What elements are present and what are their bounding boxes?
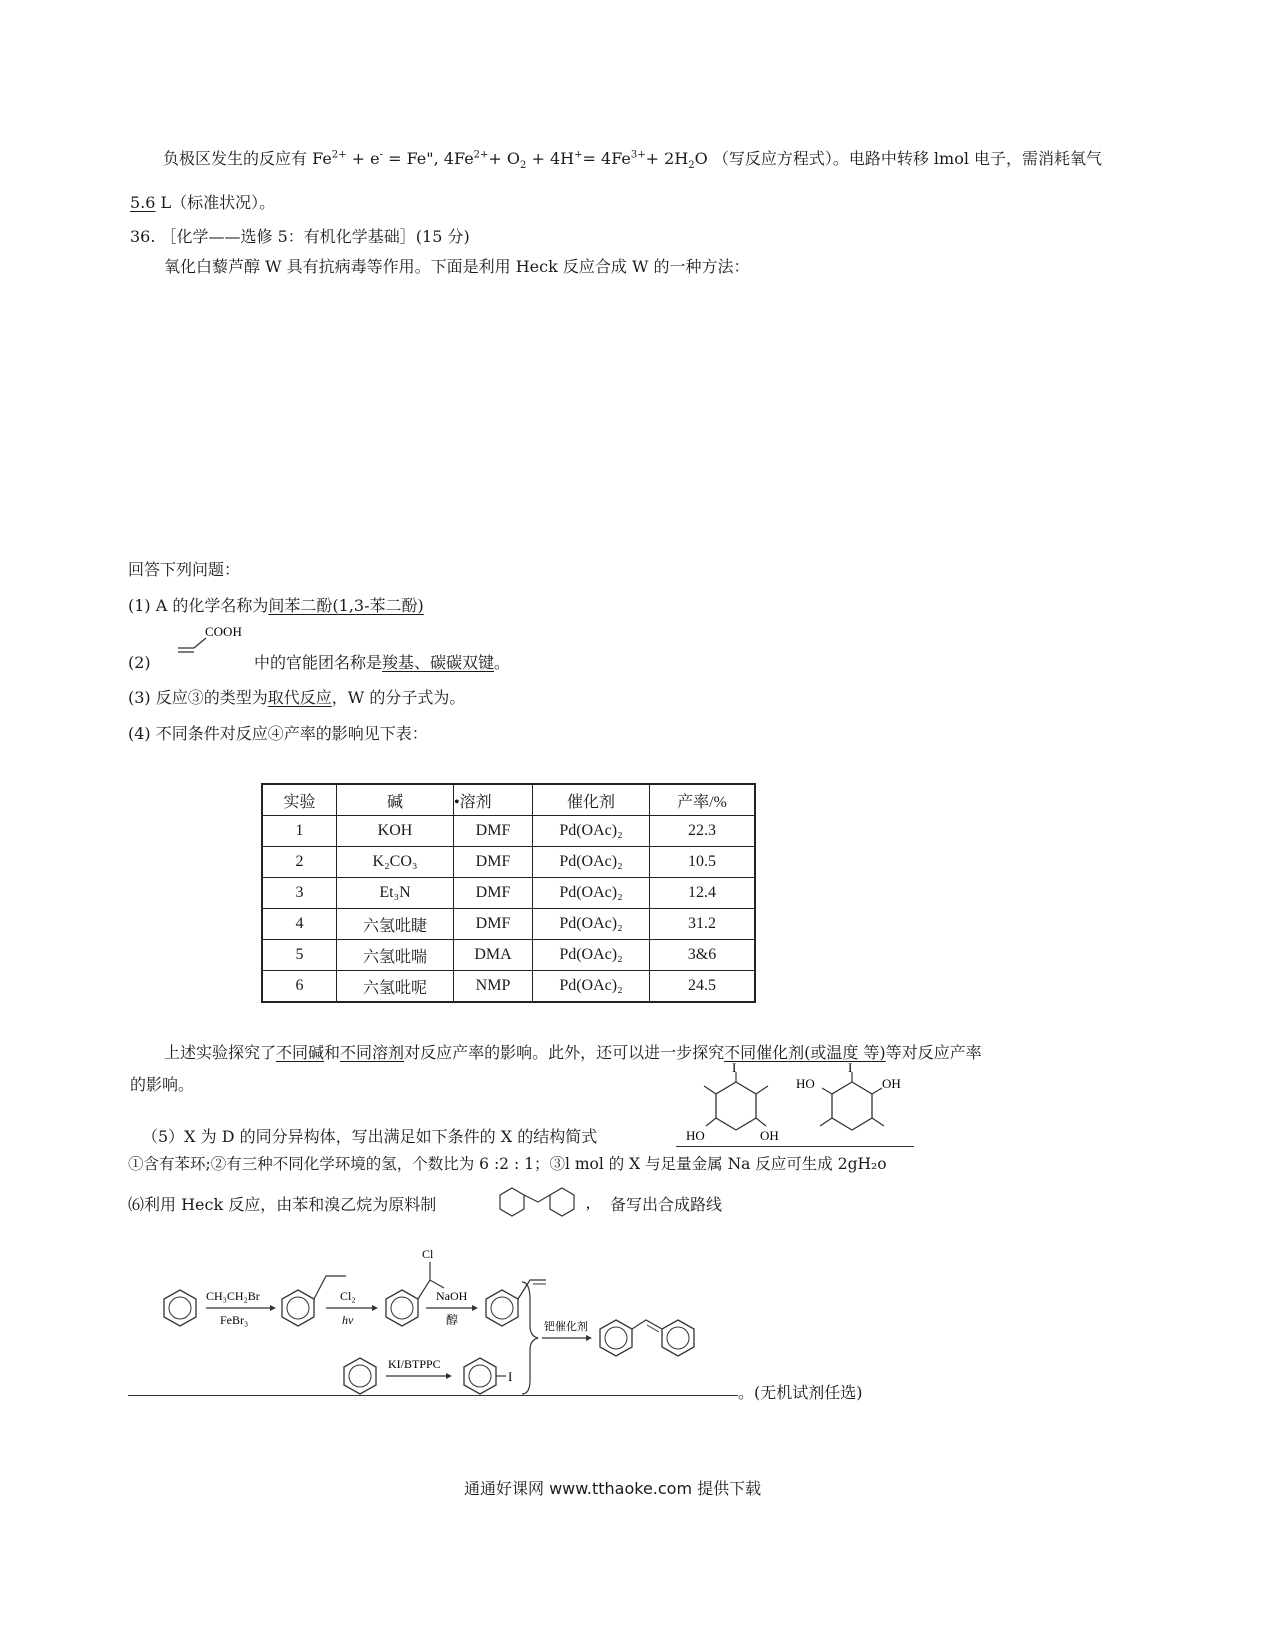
reagent-alcohol: 醇 — [446, 1313, 459, 1327]
table-cell: 12.4 — [650, 878, 756, 909]
table-cell: 六氢吡喘 — [337, 940, 454, 971]
table-header: 实验 — [262, 784, 337, 816]
table-cell: Pd(OAc)₂ — [533, 940, 650, 971]
table-cell: Pd(OAc)₂ — [533, 909, 650, 940]
styrene — [486, 1280, 546, 1326]
table-cell: DMF — [454, 847, 533, 878]
table-cell: Pd(OAc)₂ — [533, 971, 650, 1003]
table-cell: DMF — [454, 909, 533, 940]
table-cell: 六氢吡呢 — [337, 971, 454, 1003]
table-cell: Pd(OAc)₂ — [533, 847, 650, 878]
reagent-ethyl-bromide: CH₃CH₂Br — [206, 1289, 260, 1303]
yield-table — [261, 783, 756, 1003]
table-cell: 4 — [262, 909, 337, 940]
table-header: 碱 — [337, 784, 454, 816]
structure-answers — [676, 1060, 912, 1146]
hydroxy-label: OH — [882, 1076, 901, 1091]
route-end-note: 。(无机试剂任选) — [738, 1383, 863, 1402]
footer-credit: 通通好课网 www.tthaoke.com 提供下载 — [464, 1479, 762, 1498]
text-line-electrode: 负极区发生的反应有 $Fe^{2+} + e^- = Fe$", $4Fe^{2+}+ O_2 + 4H^+= 4Fe^{3+}+ 2H_2O$ （写反应方程式）。电路中转移 lmol 电子，需消耗氧气 — [163, 149, 1103, 172]
hydroxy-label: HO — [796, 1076, 815, 1091]
table-cell: NMP — [454, 971, 533, 1003]
iodine-label: I — [508, 1369, 513, 1384]
reagent-ki: KI/BTPPC — [388, 1357, 441, 1371]
part-5: （5）X 为 D 的同分异构体，写出满足如下条件的 X 的结构简式 — [142, 1127, 598, 1146]
table-header: 催化剂 — [533, 784, 650, 816]
reagent-light: hv — [342, 1313, 354, 1327]
structure-x-2 — [796, 1060, 901, 1130]
hydroxy-label: OH — [760, 1128, 779, 1143]
benzene-second — [344, 1358, 376, 1394]
answer-part-2: 羧基、碳碳双键 — [382, 653, 495, 672]
chloroethylbenzene — [386, 1247, 444, 1326]
benzene-start — [164, 1290, 196, 1326]
table-header-row — [262, 784, 755, 816]
part-2: 中的官能团名称是羧基、碳碳双键。 — [254, 653, 511, 672]
table-cell: DMF — [454, 878, 533, 909]
table-row — [262, 909, 755, 940]
svg-text:,: , — [586, 1195, 590, 1212]
table-cell: 3&6 — [650, 940, 756, 971]
table-cell: Et₃N — [337, 878, 454, 909]
table-cell: 31.2 — [650, 909, 756, 940]
answer-part-3: 取代反应 — [267, 688, 332, 707]
cooh-label: COOH — [205, 624, 242, 639]
table-row — [262, 878, 755, 909]
iodo-label: I — [732, 1060, 737, 1075]
chloro-label: Cl — [422, 1247, 434, 1261]
table-cell: 5 — [262, 940, 337, 971]
ethylbenzene — [282, 1276, 346, 1326]
table-cell: KOH — [337, 816, 454, 847]
part-6: ⑹利用 Heck 反应，由苯和溴乙烷为原料制 — [128, 1195, 437, 1214]
table-cell: K₂CO₃ — [337, 847, 454, 878]
part-3: (3) 反应③的类型为取代反应，W 的分子式为。 — [128, 688, 466, 707]
iodo-label: I — [848, 1060, 853, 1075]
iodobenzene — [464, 1358, 512, 1394]
table-cell: 2 — [262, 847, 337, 878]
answer-part-1: 间苯二酚(1,3-苯二酚) — [268, 596, 424, 615]
table-cell: 1 — [262, 816, 337, 847]
structure-x-1 — [686, 1060, 779, 1143]
table-header: •溶剂 — [454, 784, 533, 816]
answer-line-6 — [128, 1395, 738, 1396]
answer-solvents: 不同溶剂 — [340, 1043, 405, 1062]
reagent-febr3: FeBr₃ — [220, 1313, 249, 1327]
summary-line-1: 上述实验探究了不同碱和不同溶剂对反应产率的影响。此外，还可以进一步探究不同催化剂(或温度 等)等对反应产率 — [164, 1043, 982, 1062]
hydroxy-label: HO — [686, 1128, 705, 1143]
question-36-intro: 氧化白藜芦醇 W 具有抗病毒等作用。下面是利用 Heck 反应合成 W 的一种方法： — [164, 257, 750, 276]
table-cell: 10.5 — [650, 847, 756, 878]
table-row — [262, 816, 755, 847]
table-header: 产率/% — [650, 784, 756, 816]
answer-catalyst: 不同催化剂(或温度 等) — [724, 1043, 886, 1062]
table-cell: 3 — [262, 878, 337, 909]
combine-brace — [522, 1282, 538, 1394]
part-1: (1) A 的化学名称为间苯二酚(1,3-苯二酚) — [128, 596, 424, 615]
synthesis-route — [150, 1240, 890, 1400]
answer-oxygen-volume: 5.6 — [130, 193, 156, 212]
part-4: (4) 不同条件对反应④产率的影响见下表： — [128, 724, 428, 743]
stilbene-target-structure — [492, 1178, 596, 1226]
stilbene-product — [600, 1320, 694, 1356]
table-row — [262, 940, 755, 971]
text-line-oxygen-volume: 5.6 L（标准状况）。 — [130, 193, 276, 212]
answer-line-5 — [676, 1146, 914, 1147]
reagent-naoh: NaOH — [436, 1289, 468, 1303]
table-cell: DMF — [454, 816, 533, 847]
reagent-pd-catalyst: 钯催化剂 — [544, 1321, 588, 1333]
acrylic-acid-structure — [174, 622, 254, 658]
table-cell: 24.5 — [650, 971, 756, 1003]
table-cell: Pd(OAc)₂ — [533, 878, 650, 909]
table-row — [262, 847, 755, 878]
table-cell: DMA — [454, 940, 533, 971]
table-cell: Pd(OAc)₂ — [533, 816, 650, 847]
table-row — [262, 971, 755, 1003]
table-cell: 6 — [262, 971, 337, 1003]
table-cell: 22.3 — [650, 816, 756, 847]
reagent-chlorine: Cl₂ — [340, 1289, 356, 1303]
question-36-heading: 36. ［化学——选修 5：有机化学基础］(15 分) — [130, 227, 470, 246]
table-cell: 六氢吡睫 — [337, 909, 454, 940]
answer-bases: 不同碱 — [276, 1043, 325, 1062]
part-6-suffix: 备写出合成路线 — [610, 1195, 723, 1214]
part-2-label: (2) — [128, 653, 151, 672]
summary-line-2: 的影响。 — [130, 1075, 195, 1094]
part-5-conditions: ①含有苯环;②有三种不同化学环境的氢，个数比为 6 :2 : 1；③l mol 的 X 与足量金属 Na 反应可生成 2gH₂o — [128, 1155, 887, 1173]
answer-intro: 回答下列问题： — [128, 560, 241, 579]
